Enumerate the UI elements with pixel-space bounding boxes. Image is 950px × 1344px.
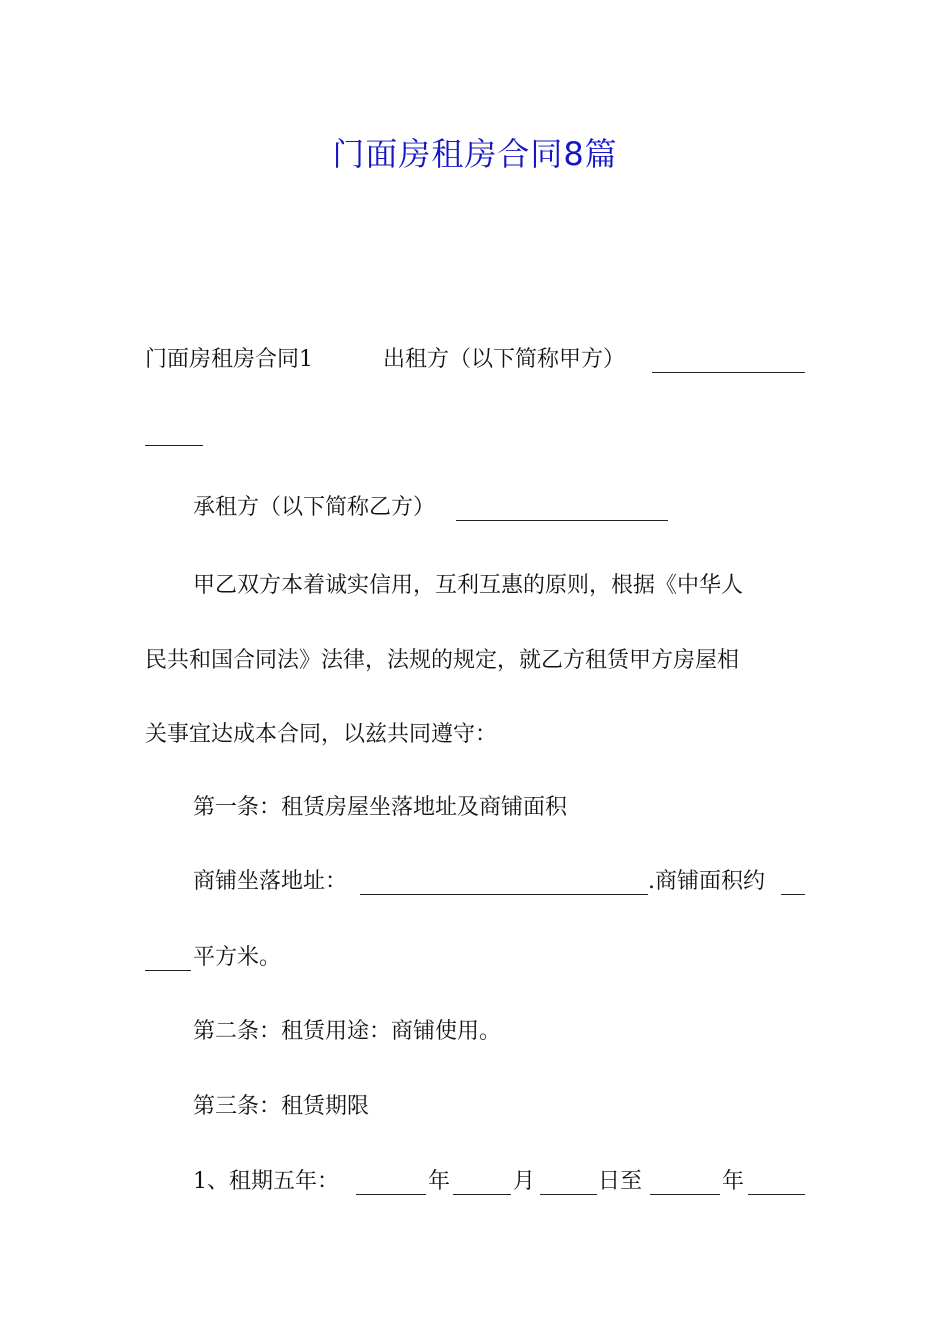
document-title: 门面房租房合同8篇 <box>332 135 618 173</box>
term-year-2: 年 <box>722 1169 745 1194</box>
article-3-heading: 第三条：租赁期限 <box>193 1094 370 1119</box>
term-year-1: 年 <box>428 1169 451 1194</box>
address-blank <box>360 894 648 895</box>
lessee-line <box>0 488 950 528</box>
start-year-blank <box>356 1194 426 1195</box>
article-1-heading: 第一条：租赁房屋坐落地址及商铺面积 <box>193 795 568 820</box>
area-blank-continued <box>145 970 191 971</box>
area-blank <box>781 894 805 895</box>
term-month-1: 月 <box>513 1169 536 1194</box>
term-label: 1、租期五年： <box>193 1169 339 1194</box>
preamble-line-1: 甲乙双方本着诚实信用，互利互惠的原则，根据《中华人 <box>193 573 744 598</box>
area-unit-line <box>0 938 950 978</box>
term-line <box>0 1162 950 1202</box>
lessor-blank <box>652 372 805 373</box>
start-month-blank <box>453 1194 511 1195</box>
lessee-blank <box>456 520 668 521</box>
lessee-label: 承租方（以下简称乙方） <box>193 495 436 520</box>
preamble-line-2: 民共和国合同法》法律，法规的规定，就乙方租赁甲方房屋相 <box>145 648 740 673</box>
address-label: 商铺坐落地址： <box>193 869 348 894</box>
preamble-line-3: 关事宜达成本合同，以兹共同遵守： <box>145 722 498 747</box>
contract-header-line <box>0 340 950 380</box>
end-year-blank <box>650 1194 720 1195</box>
article-2-heading: 第二条：租赁用途：商铺使用。 <box>193 1019 502 1044</box>
lessor-blank-continued <box>145 445 203 446</box>
term-day-1: 日至 <box>598 1169 643 1194</box>
area-label: .商铺面积约 <box>648 869 765 894</box>
lessor-label: 出租方（以下简称甲方） <box>383 347 626 372</box>
area-unit: 平方米。 <box>193 945 282 970</box>
address-line <box>0 862 950 902</box>
contract-number-label: 门面房租房合同1 <box>145 347 313 372</box>
end-month-blank <box>748 1194 805 1195</box>
start-day-blank <box>540 1194 597 1195</box>
